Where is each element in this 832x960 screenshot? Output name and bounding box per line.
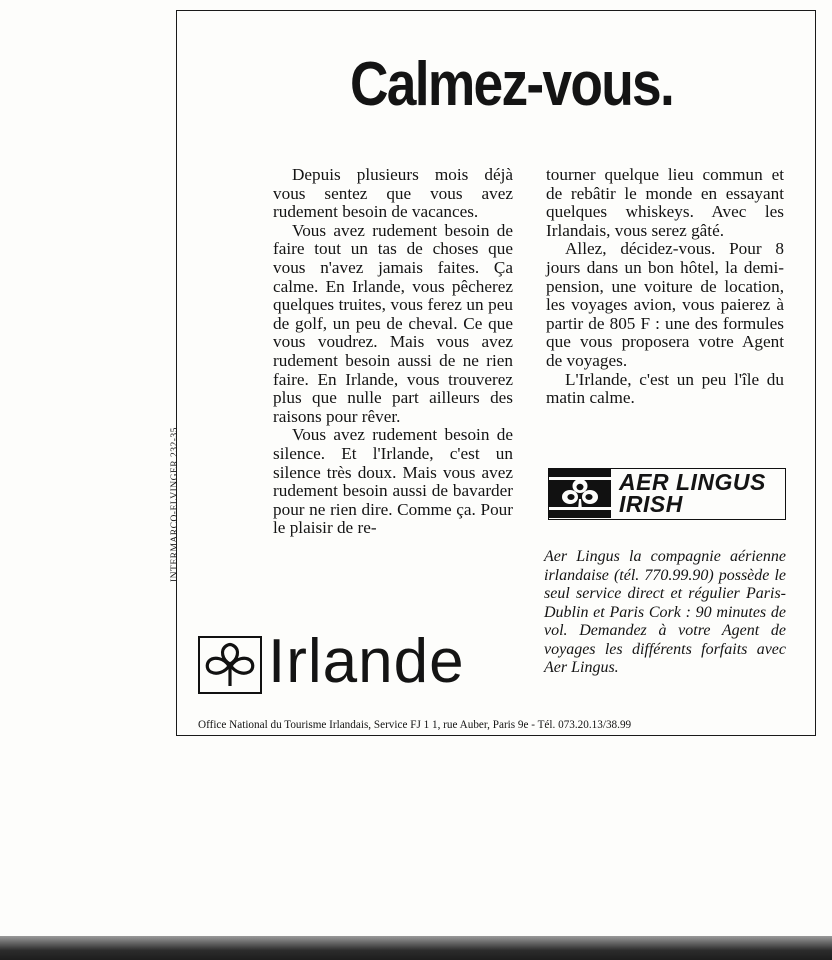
logo-line: AER LINGUS [619, 469, 766, 495]
page-edge [0, 936, 832, 960]
body-column-left [273, 166, 513, 538]
agency-credit: INTERMARCO-ELVINGER 232-35 [170, 427, 180, 582]
paragraph: L'Irlande, c'est un peu l'île du matin calme. [546, 369, 784, 408]
paragraph: Vous avez rudement besoin de faire tout un tas de choses que vous n'avez jamais faites. Ça calme. En Irlande, vous pêcherez quelques truites, vous ferez un peu de golf, un peu de cheval. Ce que vous voudrez. Mais vous avez rudement besoin aussi de ne rien faire. En Irlande, vous trouverez plus que nulle part ailleurs des raisons pour rêver. [273, 220, 513, 426]
shamrock-icon [198, 636, 262, 694]
aer-lingus-wordmark [619, 471, 766, 515]
airline-caption: Aer Lingus la compagnie aérienne irlandaise (tél. 770.99.90) possède le seul service direct et régulier Paris-Dublin et Paris Cork : 90 minutes de vol. Demandez à votre Agent de voyages les différents forfaits avec Aer Lingus. [544, 548, 786, 676]
paragraph: Depuis plusieurs mois déjà vous sentez que vous avez rudement besoin de vacances. [273, 165, 513, 222]
brand-wordmark: Irlande [268, 627, 465, 696]
aer-lingus-logo [548, 468, 786, 520]
aer-lingus-shamrock-icon [549, 469, 611, 518]
body-column-right [546, 166, 784, 408]
paragraph: Allez, décidez-vous. Pour 8 jours dans un bon hôtel, la demi-pension, une voiture de location, les voyages avion, vous paierez à partir de 805 F : une des formules que vous proposera votre Agent de voyages. [546, 239, 784, 370]
logo-line: IRISH [619, 491, 683, 517]
paragraph: tourner quelque lieu commun et de rebâtir le monde en essayant quelques whiskeys. Avec les Irlandais, vous serez gâté. [546, 165, 784, 240]
headline: Calmez-vous. [350, 50, 674, 119]
paragraph: Vous avez rudement besoin de silence. Et l'Irlande, c'est un silence très doux. Mais vous avez rudement besoin aussi de bavarder pour ne rien dire. Comme ça. Pour le plaisir de re- [273, 425, 513, 538]
footer-address: Office National du Tourisme Irlandais, Service FJ 1 1, rue Auber, Paris 9e - Tél. 073.20.13/38.99 [198, 719, 632, 731]
